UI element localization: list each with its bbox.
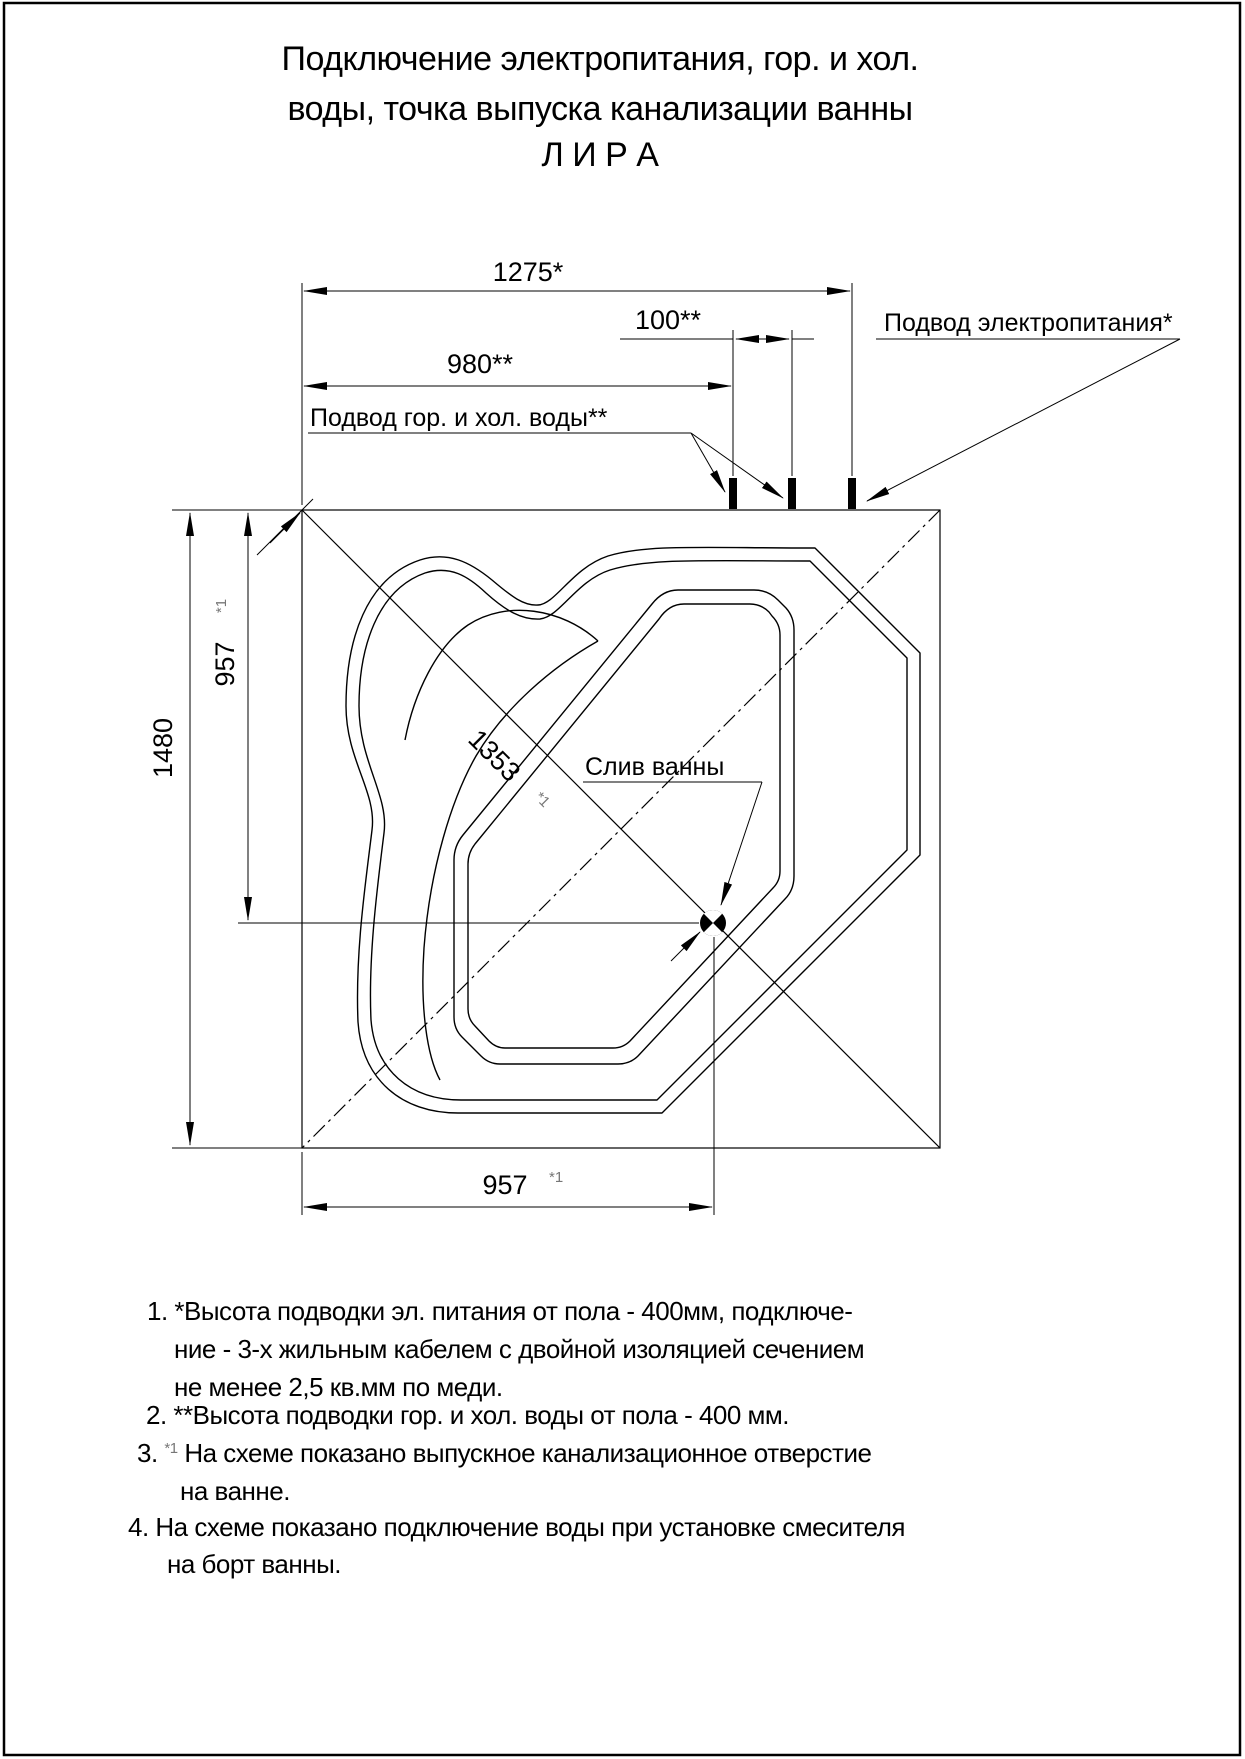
note-3-sup: *1 — [164, 1440, 178, 1457]
dim-1353-arrow-drain — [671, 932, 700, 961]
headrest-wave-lower — [423, 641, 598, 1080]
title-block — [282, 40, 919, 174]
title-line-2: воды, точка выпуска канализации ванны — [287, 90, 913, 128]
dim-text-957-bottom: 957 — [482, 1170, 528, 1200]
note-4-line-1: 4. На схеме показано подключение воды при установке смесителя — [128, 1512, 906, 1542]
dim-text-957-left: 957 — [210, 641, 240, 687]
water-leader-1 — [691, 433, 725, 492]
note-1-line-2: ние - 3-х жильным кабелем с двойной изоляцией сечением — [174, 1334, 865, 1364]
dim-text-1275: 1275* — [492, 257, 564, 287]
note-3-number: 3. — [137, 1438, 158, 1468]
water-supply-label: Подвод гор. и хол. воды** — [310, 404, 608, 432]
dimension-texts — [148, 257, 702, 1200]
drain-label: Слив ванны — [585, 753, 725, 781]
dim-text-1353: 1353 — [462, 723, 527, 788]
connection-points — [729, 478, 856, 509]
dim-text-1353-sup: *1 — [531, 788, 554, 811]
note-4-line-2: на борт ванны. — [167, 1549, 342, 1579]
notes-block — [128, 1296, 905, 1579]
drain-leader — [721, 782, 762, 905]
dim-1353-arrow-corner — [270, 513, 300, 543]
dim-text-957-left-sup: *1 — [213, 598, 230, 614]
water-connection-mark-1 — [729, 478, 737, 509]
bathtub-inner-rim — [359, 561, 907, 1100]
dim-text-957-bottom-sup: *1 — [549, 1169, 564, 1186]
note-1-line-3: не менее 2,5 кв.мм по меди. — [174, 1372, 503, 1402]
note-1-line-1: 1. *Высота подводки эл. питания от пола - 400мм, подключе- — [147, 1296, 853, 1326]
dim-text-1480: 1480 — [148, 717, 178, 779]
bathtub-outer-rim — [346, 547, 920, 1113]
power-connection-mark — [848, 478, 856, 509]
power-leader — [867, 339, 1180, 501]
installation-area — [302, 510, 940, 1148]
drain-symbol — [700, 910, 726, 936]
dim-text-100: 100** — [634, 305, 702, 335]
title-line-3: Л И Р А — [541, 136, 659, 174]
title-line-1: Подключение электропитания, гор. и хол. — [281, 40, 919, 78]
water-connection-mark-2 — [788, 478, 796, 509]
ext-diagonal-corner — [257, 499, 313, 555]
callout-labels — [310, 309, 1173, 781]
dim-text-980: 980** — [446, 349, 514, 379]
note-3-text: На схеме показано выпускное канализационное отверстие — [184, 1438, 872, 1468]
note-3-line-1 — [137, 1429, 871, 1468]
bathtub — [346, 547, 920, 1113]
note-3-line-2: на ванне. — [180, 1476, 290, 1506]
note-2: 2. **Высота подводки гор. и хол. воды от пола - 400 мм. — [146, 1400, 790, 1430]
power-supply-label: Подвод электропитания* — [884, 309, 1173, 337]
